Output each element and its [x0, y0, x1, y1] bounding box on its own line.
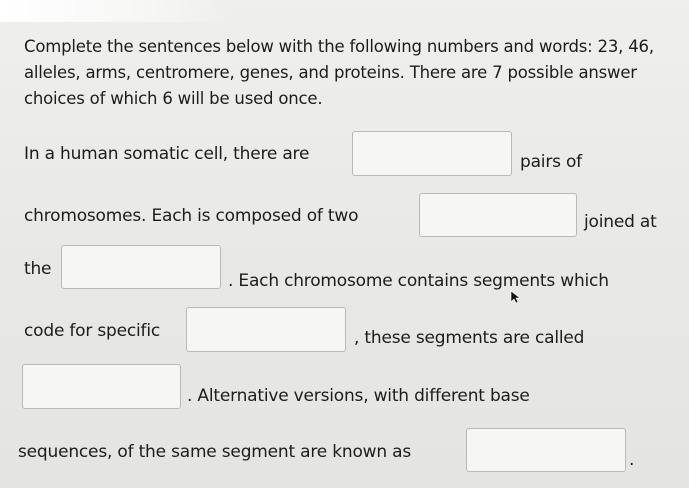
screen-glare [0, 0, 230, 22]
sentence-2-tail: joined at [584, 212, 657, 232]
sentence-4-text: code for specific [24, 321, 161, 341]
answer-blank-6[interactable] [466, 428, 626, 472]
sentence-4-tail: , these segments are called [354, 328, 585, 348]
instruction-line-1: Complete the sentences below with the following numbers and words: 23, 46, [24, 37, 654, 56]
sentence-1-tail: pairs of [520, 152, 582, 172]
sentence-3-tail: . Each chromosome contains segments which [228, 271, 609, 291]
answer-blank-4[interactable] [186, 307, 346, 352]
sentence-1-text: In a human somatic cell, there are [24, 144, 310, 164]
mouse-cursor-icon [509, 290, 521, 304]
sentence-6-tail: . [629, 450, 635, 470]
answer-blank-3[interactable] [61, 245, 221, 289]
instruction-line-2: alleles, arms, centromere, genes, and proteins. There are 7 possible answer [24, 63, 637, 82]
answer-blank-5[interactable] [22, 364, 181, 409]
sentence-6-text: sequences, of the same segment are known as [18, 442, 412, 462]
sentence-2-text: chromosomes. Each is composed of two [24, 206, 359, 226]
answer-blank-1[interactable] [352, 131, 512, 176]
sentence-3-text: the [24, 259, 52, 279]
sentence-5-tail: . Alternative versions, with different base [187, 386, 530, 406]
answer-blank-2[interactable] [419, 193, 577, 237]
instruction-line-3: choices of which 6 will be used once. [24, 89, 323, 108]
